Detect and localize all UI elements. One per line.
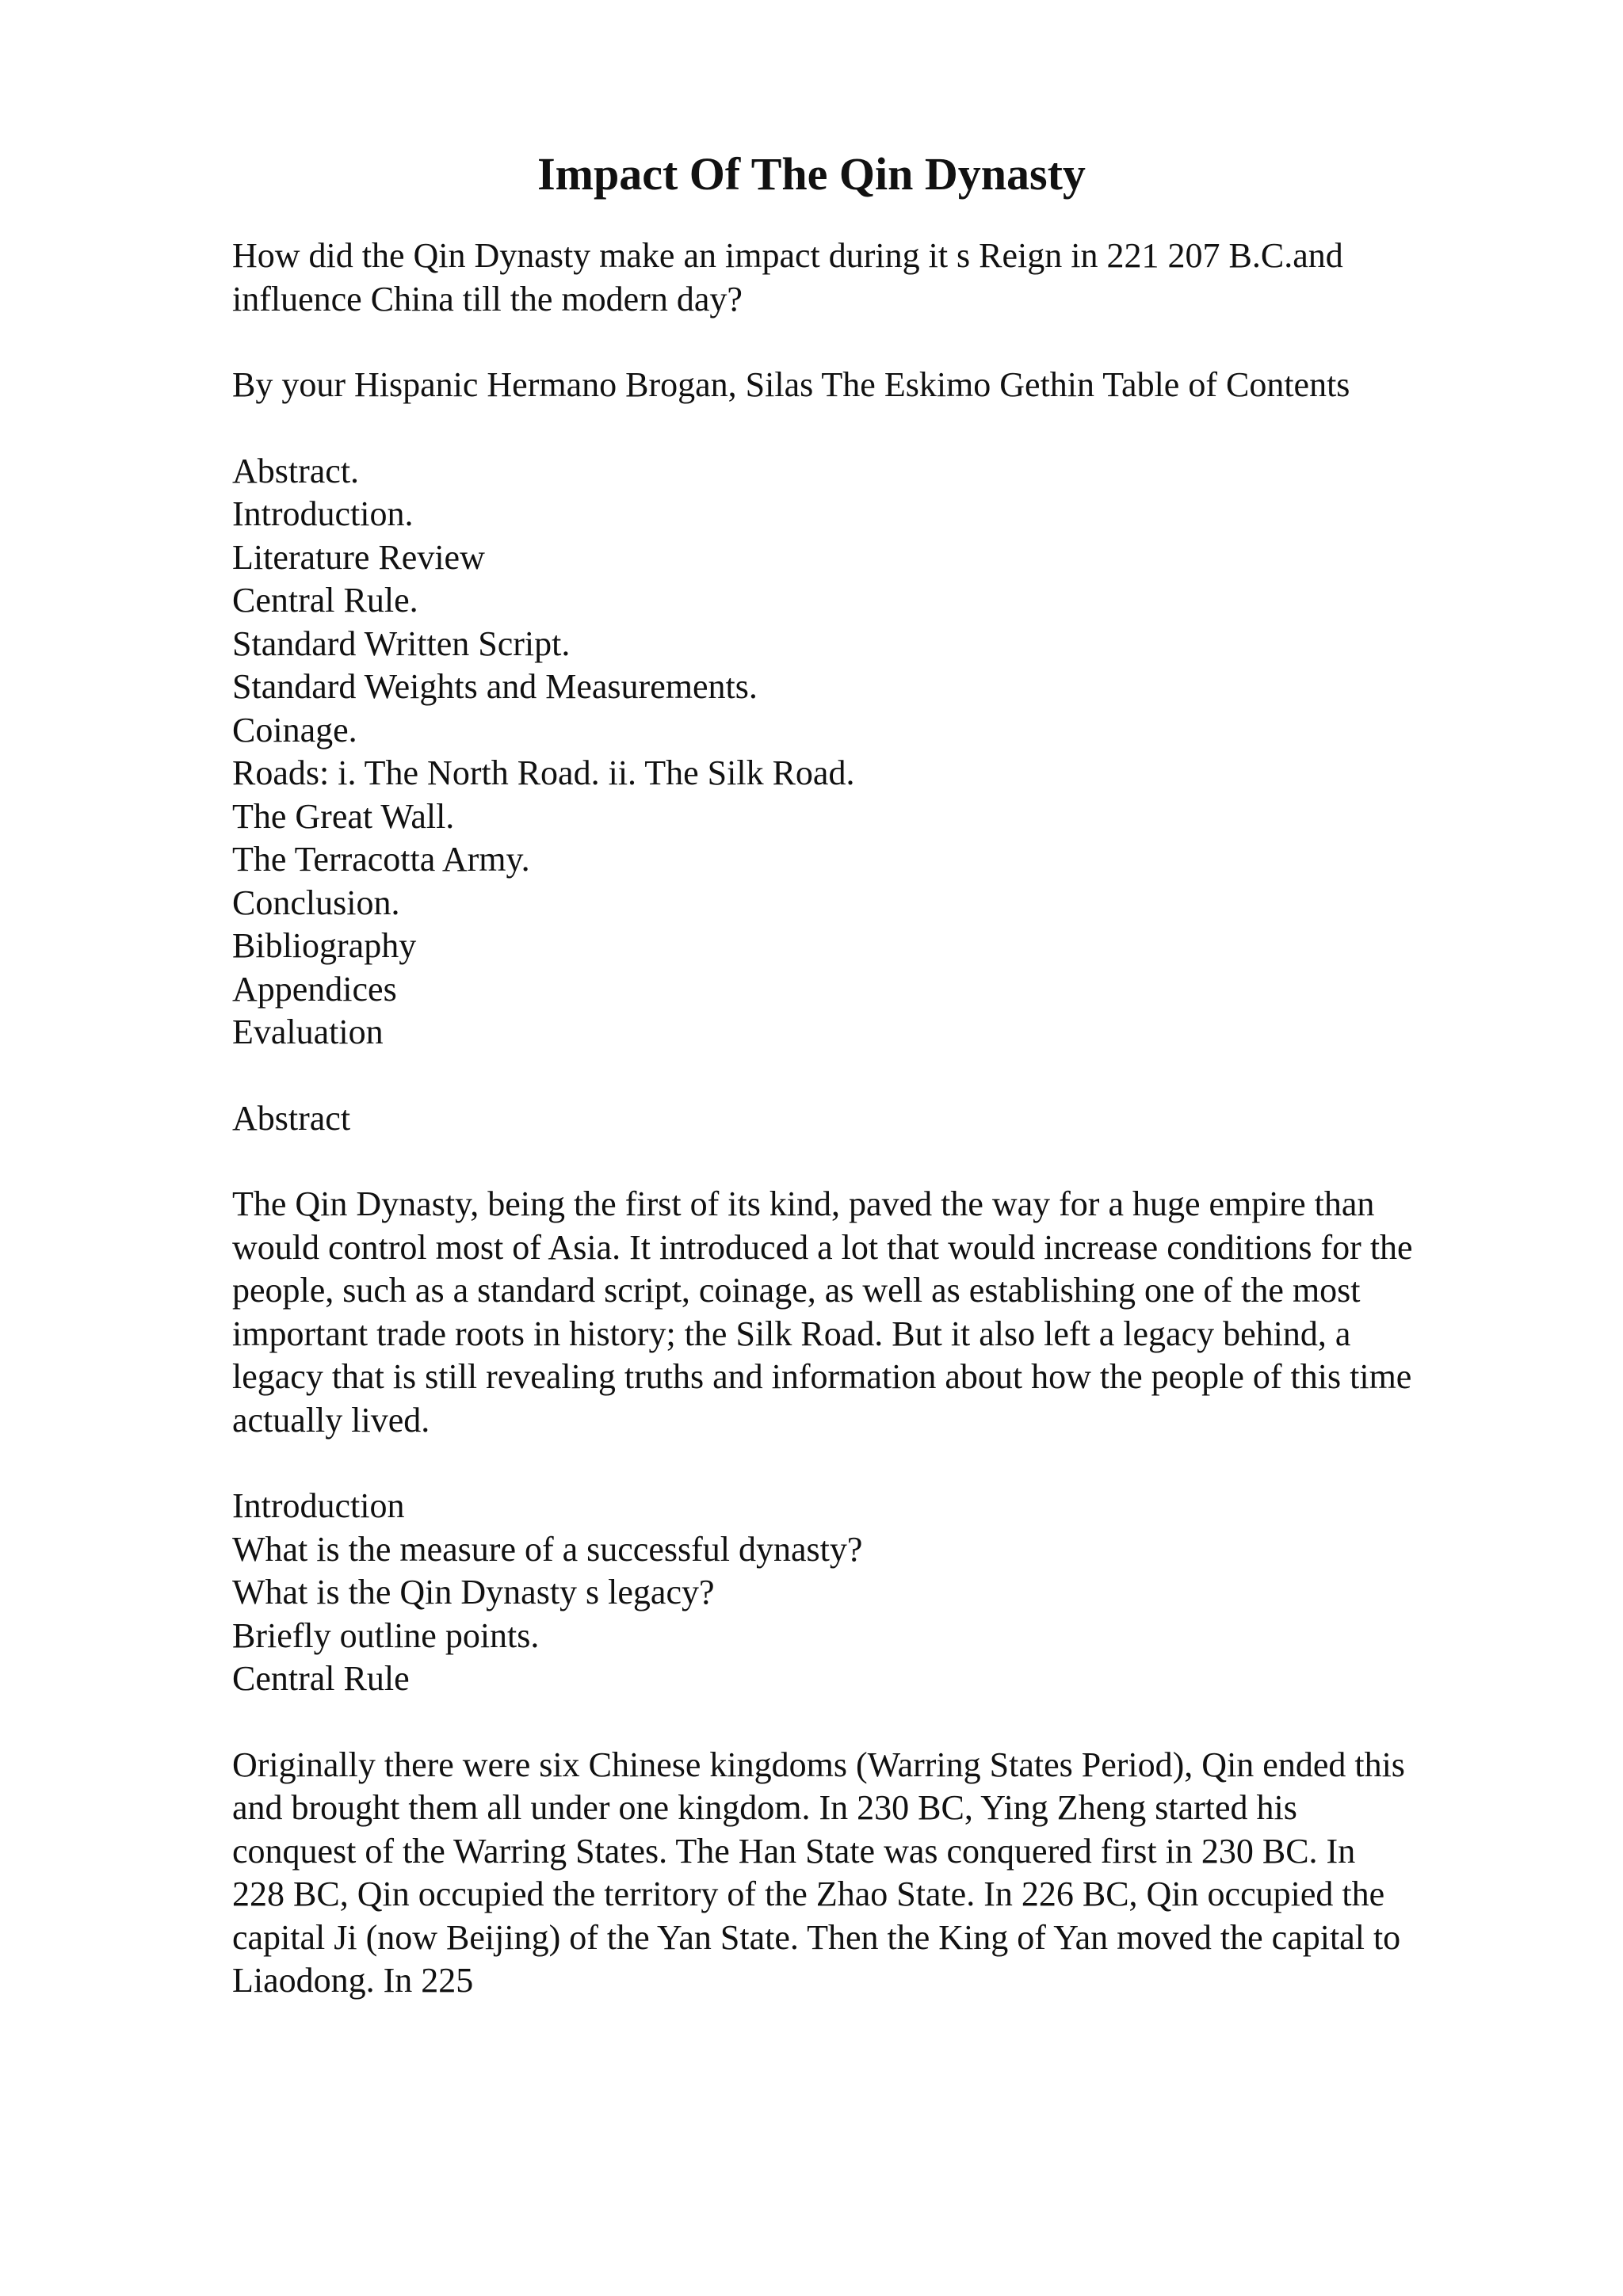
central-rule-paragraph <box>232 1744 1500 2003</box>
central-rule-line: capital Ji (now Beijing) of the Yan State. Then the King of Yan moved the capital to <box>232 1917 1401 1957</box>
introduction-section <box>232 1485 1500 1701</box>
document-title: Impact Of The Qin Dynasty <box>537 148 1086 200</box>
introduction-line: Briefly outline points. <box>232 1615 540 1655</box>
abstract-heading-block <box>232 1097 1500 1141</box>
abstract-line: actually lived. <box>232 1400 430 1440</box>
toc-item: The Great Wall. <box>232 796 455 836</box>
toc-item: Appendices <box>232 969 397 1009</box>
abstract-line: people, such as a standard script, coinage, as well as establishing one of the most <box>232 1271 1361 1310</box>
abstract-line: important trade roots in history; the Silk Road. But it also left a legacy behind, a <box>232 1314 1351 1353</box>
toc-item: Standard Weights and Measurements. <box>232 667 758 706</box>
research-question <box>232 235 1500 321</box>
introduction-heading: Introduction <box>232 1486 405 1525</box>
toc-item: Coinage. <box>232 710 357 749</box>
toc-item: Literature Review <box>232 537 485 577</box>
central-rule-line: conquest of the Warring States. The Han State was conquered first in 230 BC. In <box>232 1831 1356 1871</box>
central-rule-line: and brought them all under one kingdom. In 230 BC, Ying Zheng started his <box>232 1788 1297 1827</box>
abstract-line: legacy that is still revealing truths and information about how the people of this time <box>232 1357 1412 1396</box>
toc-item: Abstract. <box>232 451 360 490</box>
abstract-line: would control most of Asia. It introduced a lot that would increase conditions for the <box>232 1227 1413 1267</box>
central-rule-line: 228 BC, Qin occupied the territory of the Zhao State. In 226 BC, Qin occupied the <box>232 1875 1385 1913</box>
byline <box>232 364 1500 407</box>
central-rule-heading: Central Rule <box>232 1659 410 1698</box>
question-line-2: influence China till the modern day? <box>232 279 743 318</box>
introduction-line: What is the measure of a successful dynasty? <box>232 1529 863 1569</box>
abstract-heading: Abstract <box>232 1098 351 1138</box>
central-rule-line: Originally there were six Chinese kingdoms (Warring States Period), Qin ended this <box>232 1745 1405 1784</box>
toc-item: Roads: i. The North Road. ii. The Silk Road. <box>232 753 855 792</box>
question-line-1: How did the Qin Dynasty make an impact during it s Reign in 221 207 B.C.and <box>232 236 1343 275</box>
toc-item: The Terracotta Army. <box>232 840 530 879</box>
toc-item: Evaluation <box>232 1013 384 1051</box>
toc-item: Conclusion. <box>232 883 400 922</box>
document-body <box>232 143 1500 2046</box>
byline-text: By your Hispanic Hermano Brogan, Silas The Eskimo Gethin Table of Contents <box>232 365 1350 404</box>
toc-item: Central Rule. <box>232 581 418 620</box>
abstract-paragraph <box>232 1183 1500 1442</box>
toc-item: Introduction. <box>232 494 414 533</box>
abstract-line: The Qin Dynasty, being the first of its kind, paved the way for a huge empire than <box>232 1184 1375 1223</box>
toc-item: Standard Written Script. <box>232 624 571 663</box>
table-of-contents <box>232 450 1500 1055</box>
toc-item: Bibliography <box>232 926 417 965</box>
introduction-line: What is the Qin Dynasty s legacy? <box>232 1573 715 1611</box>
central-rule-line: Liaodong. In 225 <box>232 1961 474 2000</box>
